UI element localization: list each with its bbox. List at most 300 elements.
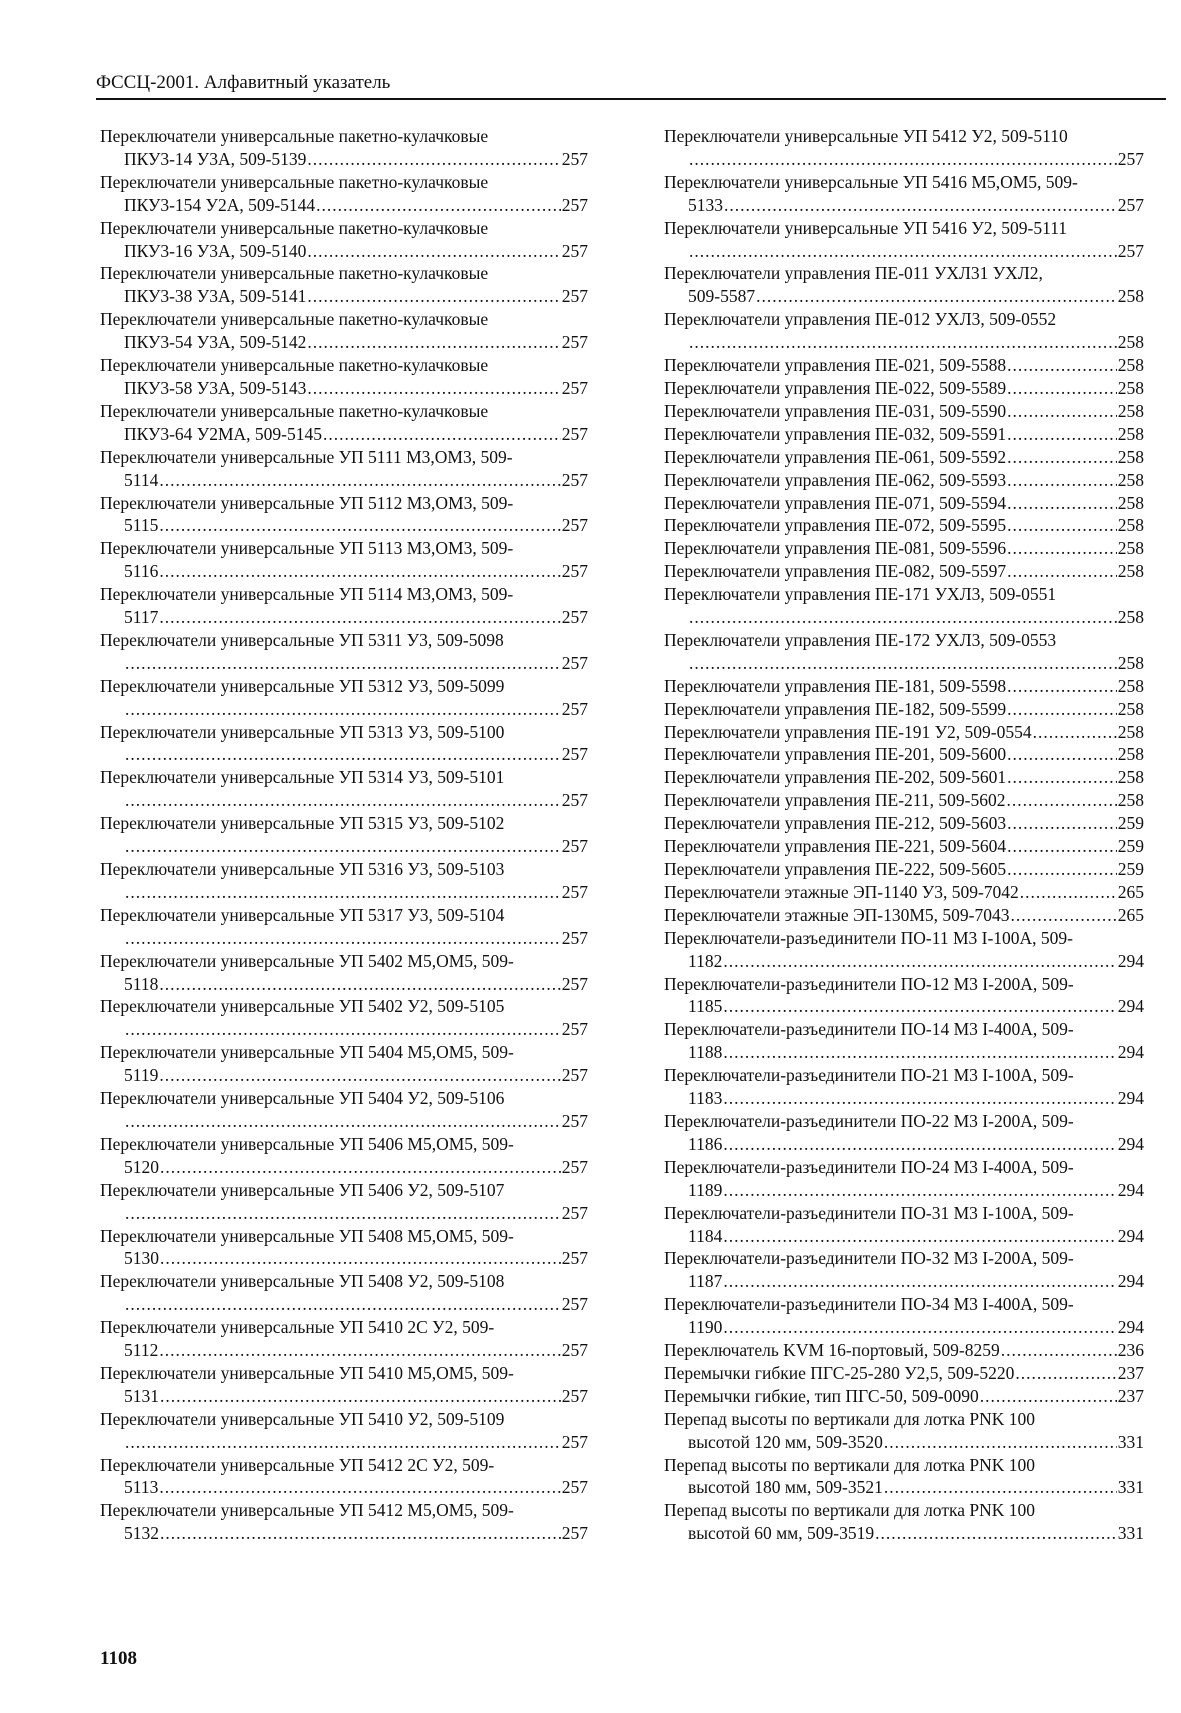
entry-page-ref: 294 — [1117, 996, 1144, 1017]
index-entry — [664, 904, 1144, 927]
entry-page-ref: 258 — [1117, 767, 1144, 788]
entry-page-ref: 257 — [561, 744, 588, 765]
entry-title: Переключатели управления ПЕ-171 УХЛ3, 509-0551 — [664, 584, 1057, 605]
entry-page-ref: 258 — [1117, 652, 1144, 673]
entry-leader-line — [664, 652, 1144, 675]
entry-title: Перемычки гибкие, тип ПГС-50, 509-0090 — [664, 1385, 979, 1406]
entry-page-ref: 258 — [1117, 675, 1144, 696]
entry-title: Переключатели универсальные пакетно-кулачковые — [100, 263, 489, 284]
entry-page-ref: 294 — [1117, 1271, 1144, 1292]
entry-leader-line — [664, 1133, 1144, 1156]
dot-leader — [125, 927, 561, 950]
entry-title: Переключатели универсальные УП 5406 У2, 509-5107 — [100, 1179, 505, 1200]
dot-leader — [875, 1522, 1117, 1545]
entry-title: Переключатели универсальные УП 5410 У2, 509-5109 — [100, 1408, 505, 1429]
dot-leader — [1010, 904, 1116, 927]
entry-leader-line — [100, 1064, 588, 1087]
entry-leader-line — [100, 1247, 588, 1270]
entry-title: Переключатели универсальные УП 5402 М5,ОМ5, 509- — [100, 950, 514, 971]
entry-title: Переключатели управления ПЕ-222, 509-5605 — [664, 859, 1007, 879]
entry-title: Переключатели управления ПЕ-202, 509-5601 — [664, 767, 1007, 788]
entry-page-ref: 258 — [1117, 423, 1144, 444]
entry-leader-line — [664, 766, 1144, 789]
entry-title: Переключатели универсальные УП 5416 М5,ОМ5, 509- — [664, 171, 1078, 192]
dot-leader — [307, 377, 560, 400]
index-entry — [100, 1225, 588, 1271]
dot-leader — [689, 148, 1117, 171]
index-entry — [664, 469, 1144, 492]
entry-leader-line — [100, 1476, 588, 1499]
entry-leader-line — [100, 652, 588, 675]
entry-continuation: ПКУ3-14 У3А, 509-5139 — [124, 148, 307, 169]
entry-title: Переключатели управления ПЕ-012 УХЛ3, 509-0552 — [664, 309, 1057, 330]
entry-title: Переключатели-разъединители ПО-12 М3 I-200А, 509- — [664, 973, 1074, 994]
entry-continuation: ПКУ3-16 У3А, 509-5140 — [124, 240, 307, 261]
entry-leader-line — [664, 331, 1144, 354]
entry-title: Переключатели универсальные УП 5404 У2, 509-5106 — [100, 1088, 505, 1109]
entry-continuation: 1185 — [688, 996, 723, 1017]
entry-leader-line — [664, 1225, 1144, 1248]
index-entry — [664, 766, 1144, 789]
entry-leader-line — [664, 904, 1144, 927]
entry-continuation: 5112 — [124, 1340, 159, 1361]
dot-leader — [159, 514, 560, 537]
index-entry — [664, 377, 1144, 400]
entry-title: Переключатели-разъединители ПО-24 М3 I-400А, 509- — [664, 1156, 1074, 1177]
header-title: ФССЦ-2001. Алфавитный указатель — [96, 72, 391, 93]
entry-title: Перемычки гибкие ПГС-25-280 У2,5, 509-5220 — [664, 1362, 1015, 1383]
entry-continuation: высотой 60 мм, 509-3519 — [688, 1523, 875, 1544]
entry-leader-line — [100, 423, 588, 446]
index-entry — [664, 492, 1144, 515]
dot-leader — [316, 194, 561, 217]
entry-page-ref: 257 — [561, 332, 588, 353]
entry-title: Переключатели универсальные УП 5402 У2, 509-5105 — [100, 996, 505, 1017]
entry-title: Переключатели этажные ЭП-1140 У3, 509-7042 — [664, 881, 1019, 902]
entry-title: Переключатели-разъединители ПО-22 М3 I-200А, 509- — [664, 1110, 1074, 1131]
dot-leader — [125, 1018, 561, 1041]
entry-page-ref: 258 — [1117, 355, 1144, 376]
entry-leader-line — [664, 537, 1144, 560]
entry-title: Переключатели управления ПЕ-011 УХЛ31 УХЛ2, — [664, 263, 1043, 284]
index-entry — [664, 1454, 1144, 1500]
dot-leader — [307, 148, 560, 171]
entry-continuation: 1189 — [688, 1179, 723, 1200]
entry-leader-line — [100, 1293, 588, 1316]
entry-page-ref: 257 — [561, 1156, 588, 1177]
entry-continuation: ПКУ3-38 У3А, 509-5141 — [124, 286, 307, 307]
entry-leader-line — [100, 377, 588, 400]
index-entry — [100, 1408, 588, 1454]
index-entry — [664, 400, 1144, 423]
index-entry — [100, 262, 588, 308]
entry-page-ref: 257 — [561, 1294, 588, 1315]
entry-title: Переключатели универсальные УП 5412 У2, 509-5110 — [664, 126, 1068, 146]
dot-leader — [125, 743, 561, 766]
entry-continuation: 5117 — [124, 607, 159, 628]
entry-page-ref: 257 — [561, 423, 588, 444]
dot-leader — [1007, 537, 1117, 560]
index-entry — [100, 537, 588, 583]
index-entry — [100, 995, 588, 1041]
index-entry — [664, 743, 1144, 766]
index-entry — [664, 514, 1144, 537]
dot-leader — [723, 950, 1116, 973]
entry-leader-line — [664, 240, 1144, 263]
index-entry — [100, 1499, 588, 1545]
entry-page-ref: 258 — [1117, 286, 1144, 307]
entry-leader-line — [664, 492, 1144, 515]
dot-leader — [723, 995, 1116, 1018]
index-entry — [100, 721, 588, 767]
dot-leader — [160, 1156, 561, 1179]
dot-leader — [723, 1133, 1116, 1156]
index-entry — [100, 1362, 588, 1408]
index-entry — [664, 1018, 1144, 1064]
dot-leader — [1006, 789, 1116, 812]
entry-page-ref: 257 — [561, 194, 588, 215]
index-entry — [664, 423, 1144, 446]
entry-leader-line — [664, 446, 1144, 469]
entry-page-ref: 258 — [1117, 721, 1144, 742]
dot-leader — [1007, 835, 1117, 858]
entry-page-ref: 258 — [1117, 790, 1144, 811]
index-entry — [664, 354, 1144, 377]
entry-leader-line — [664, 812, 1144, 835]
entry-leader-line — [664, 1476, 1144, 1499]
dot-leader — [689, 240, 1117, 263]
dot-leader — [1007, 812, 1117, 835]
dot-leader — [1001, 1339, 1117, 1362]
entry-page-ref: 257 — [561, 515, 588, 536]
dot-leader — [1020, 881, 1117, 904]
entry-leader-line — [664, 1362, 1144, 1385]
entry-page-ref: 257 — [561, 881, 588, 902]
entry-page-ref: 258 — [1117, 469, 1144, 490]
index-entry — [664, 698, 1144, 721]
dot-leader — [125, 881, 561, 904]
dot-leader — [125, 652, 561, 675]
entry-continuation: ПКУ3-58 У3А, 509-5143 — [124, 377, 307, 398]
entry-leader-line — [664, 606, 1144, 629]
index-entry — [100, 675, 588, 721]
entry-leader-line — [100, 560, 588, 583]
entry-title: Переключатели управления ПЕ-061, 509-5592 — [664, 446, 1007, 467]
entry-page-ref: 257 — [561, 836, 588, 857]
entry-page-ref: 257 — [1117, 148, 1144, 169]
entry-leader-line — [664, 995, 1144, 1018]
dot-leader — [125, 1431, 561, 1454]
entry-continuation: 5119 — [124, 1065, 159, 1086]
entry-continuation: 1186 — [688, 1133, 723, 1154]
dot-leader — [159, 469, 560, 492]
index-entry — [100, 1454, 588, 1500]
entry-leader-line — [100, 1018, 588, 1041]
entry-leader-line — [100, 927, 588, 950]
dot-leader — [1033, 721, 1117, 744]
entry-page-ref: 258 — [1117, 377, 1144, 398]
entry-leader-line — [664, 1270, 1144, 1293]
entry-leader-line — [664, 469, 1144, 492]
entry-page-ref: 257 — [561, 377, 588, 398]
entry-page-ref: 257 — [561, 1385, 588, 1406]
dot-leader — [723, 1316, 1116, 1339]
entry-leader-line — [664, 1179, 1144, 1202]
entry-leader-line — [664, 514, 1144, 537]
dot-leader — [125, 1293, 561, 1316]
entry-title: Переключатели управления ПЕ-172 УХЛ3, 509-0553 — [664, 629, 1057, 650]
index-column-left — [100, 125, 588, 1545]
entry-page-ref: 265 — [1117, 881, 1144, 902]
entry-continuation: 5115 — [124, 515, 159, 536]
entry-page-ref: 257 — [561, 240, 588, 261]
entry-page-ref: 257 — [561, 1431, 588, 1452]
index-entry — [664, 560, 1144, 583]
dot-leader — [1007, 492, 1117, 515]
entry-page-ref: 258 — [1117, 446, 1144, 467]
entry-page-ref: 258 — [1117, 607, 1144, 628]
entry-title: Переключатели универсальные УП 5410 М5,ОМ5, 509- — [100, 1362, 514, 1383]
entry-leader-line — [100, 1522, 588, 1545]
entry-title: Переключатели универсальные УП 5113 М3,ОМ3, 509- — [100, 538, 514, 559]
entry-leader-line — [100, 1156, 588, 1179]
index-entry — [100, 629, 588, 675]
index-entry — [100, 1087, 588, 1133]
index-entry — [100, 766, 588, 812]
dot-leader — [689, 652, 1117, 675]
entry-leader-line — [100, 1339, 588, 1362]
entry-page-ref: 257 — [561, 1110, 588, 1131]
entry-leader-line — [100, 331, 588, 354]
dot-leader — [159, 1476, 560, 1499]
index-entry — [664, 881, 1144, 904]
entry-leader-line — [664, 1385, 1144, 1408]
entry-title: Переключатели управления ПЕ-081, 509-5596 — [664, 538, 1007, 559]
dot-leader — [1007, 675, 1117, 698]
index-entry — [664, 1499, 1144, 1545]
dot-leader — [884, 1476, 1117, 1499]
entry-leader-line — [664, 377, 1144, 400]
entry-leader-line — [664, 560, 1144, 583]
entry-title: Переключатели универсальные УП 5312 У3, 509-5099 — [100, 675, 505, 696]
entry-continuation: 1184 — [688, 1225, 723, 1246]
index-entry — [100, 812, 588, 858]
entry-title: Переключатели управления ПЕ-062, 509-5593 — [664, 469, 1007, 490]
entry-page-ref: 259 — [1117, 859, 1144, 879]
entry-page-ref: 257 — [561, 561, 588, 582]
entry-leader-line — [100, 469, 588, 492]
entry-page-ref: 259 — [1117, 836, 1144, 857]
entry-page-ref: 257 — [561, 1019, 588, 1040]
entry-leader-line — [100, 698, 588, 721]
dot-leader — [723, 1087, 1116, 1110]
entry-leader-line — [100, 1385, 588, 1408]
entry-title: Переключатели универсальные УП 5313 У3, 509-5100 — [100, 721, 505, 742]
entry-leader-line — [664, 1316, 1144, 1339]
entry-continuation: 5131 — [124, 1385, 159, 1406]
entry-page-ref: 236 — [1117, 1340, 1144, 1361]
entry-leader-line — [100, 606, 588, 629]
entry-continuation: 5130 — [124, 1248, 159, 1269]
entry-title: Переключатели универсальные УП 5317 У3, 509-5104 — [100, 904, 505, 925]
entry-leader-line — [100, 789, 588, 812]
entry-page-ref: 265 — [1117, 904, 1144, 925]
entry-leader-line — [664, 400, 1144, 423]
dot-leader — [1007, 858, 1117, 881]
entry-page-ref: 294 — [1117, 1042, 1144, 1063]
dot-leader — [723, 1041, 1116, 1064]
dot-leader — [724, 194, 1117, 217]
dot-leader — [1007, 446, 1117, 469]
entry-page-ref: 331 — [1117, 1523, 1144, 1544]
entry-leader-line — [100, 835, 588, 858]
dot-leader — [1007, 400, 1117, 423]
entry-page-ref: 257 — [561, 1340, 588, 1361]
entry-continuation: 1190 — [688, 1317, 723, 1338]
entry-leader-line — [664, 858, 1144, 881]
entry-title: Переключатели-разъединители ПО-34 М3 I-400А, 509- — [664, 1294, 1074, 1315]
dot-leader — [307, 240, 560, 263]
index-entry — [664, 973, 1144, 1019]
entry-title: Переключатели универсальные пакетно-кулачковые — [100, 400, 489, 421]
entry-title: Переключатели универсальные УП 5114 М3,ОМ3, 509- — [100, 584, 514, 605]
entry-leader-line — [100, 1431, 588, 1454]
dot-leader — [689, 606, 1117, 629]
entry-title: Переключатели универсальные пакетно-кулачковые — [100, 126, 489, 146]
index-entry — [664, 537, 1144, 560]
entry-continuation: 1183 — [688, 1088, 723, 1109]
entry-title: Переключатели универсальные УП 5404 М5,ОМ5, 509- — [100, 1042, 514, 1063]
entry-title: Переключатели управления ПЕ-211, 509-5602 — [664, 790, 1006, 811]
entry-leader-line — [100, 881, 588, 904]
entry-continuation: ПКУ3-64 У2МА, 509-5145 — [124, 423, 322, 444]
entry-page-ref: 257 — [561, 1248, 588, 1269]
entry-leader-line — [664, 194, 1144, 217]
dot-leader — [125, 1202, 561, 1225]
entry-title: Переключатели управления ПЕ-181, 509-5598 — [664, 675, 1007, 696]
index-entry — [664, 629, 1144, 675]
entry-leader-line — [664, 721, 1144, 744]
entry-page-ref: 258 — [1117, 332, 1144, 353]
entry-title: Переключатели управления ПЕ-201, 509-5600 — [664, 744, 1007, 765]
page-number: 1108 — [100, 1648, 137, 1669]
entry-title: Переключатели универсальные УП 5412 2С У2, 509- — [100, 1454, 495, 1475]
entry-page-ref: 331 — [1117, 1431, 1144, 1452]
entry-title: Переключатели управления ПЕ-212, 509-5603 — [664, 813, 1007, 834]
dot-leader — [1007, 698, 1117, 721]
entry-continuation: 5133 — [688, 194, 723, 215]
entry-page-ref: 257 — [561, 790, 588, 811]
index-entry — [664, 262, 1144, 308]
entry-leader-line — [664, 1339, 1144, 1362]
entry-leader-line — [664, 950, 1144, 973]
entry-title: Переключатели универсальные УП 5416 У2, 509-5111 — [664, 217, 1068, 238]
entry-title: Переключатели управления ПЕ-221, 509-5604 — [664, 836, 1007, 857]
entry-page-ref: 257 — [561, 607, 588, 628]
dot-leader — [1007, 743, 1117, 766]
dot-leader — [125, 789, 561, 812]
dot-leader — [159, 1064, 560, 1087]
index-entry — [100, 904, 588, 950]
dot-leader — [160, 1385, 561, 1408]
index-entry — [100, 400, 588, 446]
entry-page-ref: 257 — [561, 1202, 588, 1223]
index-entry — [100, 446, 588, 492]
entry-leader-line — [100, 973, 588, 996]
dot-leader — [1007, 469, 1117, 492]
entry-title: Переключатели универсальные УП 5410 2С У2, 509- — [100, 1317, 495, 1338]
entry-title: Переключатели управления ПЕ-191 У2, 509-0554 — [664, 721, 1032, 742]
entry-leader-line — [100, 194, 588, 217]
entry-continuation: 5132 — [124, 1523, 159, 1544]
index-entry — [100, 354, 588, 400]
index-entry — [100, 492, 588, 538]
running-header — [96, 70, 1166, 100]
entry-page-ref: 294 — [1117, 1133, 1144, 1154]
entry-leader-line — [664, 1041, 1144, 1064]
entry-title: Переключатели управления ПЕ-022, 509-5589 — [664, 377, 1007, 398]
entry-title: Перепад высоты по вертикали для лотка PNK 100 — [664, 1500, 1035, 1521]
index-entry — [100, 308, 588, 354]
dot-leader — [980, 1385, 1117, 1408]
entry-leader-line — [100, 148, 588, 171]
entry-page-ref: 258 — [1117, 492, 1144, 513]
entry-title: Переключатели управления ПЕ-072, 509-5595 — [664, 515, 1007, 536]
entry-title: Перепад высоты по вертикали для лотка PNK 100 — [664, 1408, 1035, 1429]
entry-title: Переключатели универсальные УП 5111 М3,ОМ3, 509- — [100, 446, 513, 467]
dot-leader — [756, 285, 1117, 308]
index-entry — [100, 583, 588, 629]
entry-leader-line — [664, 1087, 1144, 1110]
index-entry — [664, 721, 1144, 744]
entry-page-ref: 257 — [1117, 194, 1144, 215]
index-entry — [664, 1339, 1144, 1362]
entry-title: Переключатель KVM 16-портовый, 509-8259 — [664, 1340, 1000, 1361]
dot-leader — [1007, 560, 1117, 583]
entry-page-ref: 257 — [561, 286, 588, 307]
entry-title: Переключатели универсальные УП 5406 М5,ОМ5, 509- — [100, 1133, 514, 1154]
entry-continuation: 1187 — [688, 1271, 723, 1292]
index-entry — [100, 858, 588, 904]
entry-title: Переключатели универсальные пакетно-кулачковые — [100, 171, 489, 192]
entry-page-ref: 257 — [561, 1065, 588, 1086]
dot-leader — [159, 1339, 560, 1362]
entry-title: Переключатели управления ПЕ-021, 509-5588 — [664, 355, 1007, 376]
entry-continuation: высотой 120 мм, 509-3520 — [688, 1431, 883, 1452]
entry-continuation: 5120 — [124, 1156, 159, 1177]
entry-page-ref: 294 — [1117, 1179, 1144, 1200]
index-entry — [664, 1247, 1144, 1293]
entry-leader-line — [664, 148, 1144, 171]
dot-leader — [1007, 377, 1117, 400]
entry-page-ref: 258 — [1117, 400, 1144, 421]
index-entry — [664, 1202, 1144, 1248]
index-entry — [100, 125, 588, 171]
entry-title: Переключатели универсальные УП 5112 М3,ОМ3, 509- — [100, 492, 514, 513]
entry-title: Переключатели универсальные пакетно-кулачковые — [100, 217, 489, 238]
entry-page-ref: 257 — [561, 1523, 588, 1544]
index-entry — [664, 583, 1144, 629]
entry-page-ref: 257 — [561, 1477, 588, 1498]
entry-title: Переключатели универсальные УП 5316 У3, 509-5103 — [100, 859, 505, 879]
entry-title: Переключатели управления ПЕ-032, 509-5591 — [664, 423, 1007, 444]
entry-continuation: 1188 — [688, 1042, 723, 1063]
entry-title: Переключатели-разъединители ПО-11 М3 I-100А, 509- — [664, 927, 1074, 948]
index-entry — [100, 1179, 588, 1225]
index-entry — [664, 1362, 1144, 1385]
dot-leader — [689, 331, 1117, 354]
entry-continuation: 509-5587 — [688, 286, 756, 307]
